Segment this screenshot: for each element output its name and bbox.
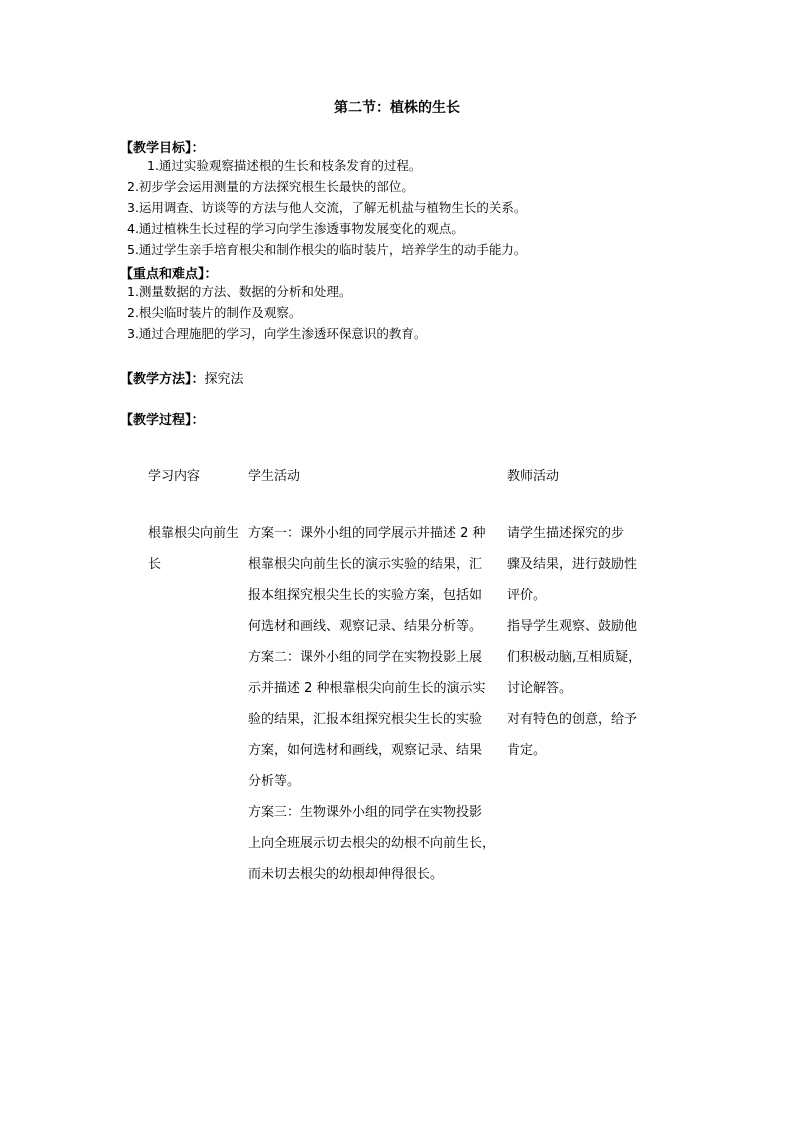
student-line: 方案二：课外小组的同学在实物投影上展 <box>248 650 483 665</box>
student-line: 何选材和画线、观察记录、结果分析等。 <box>248 619 483 634</box>
teacher-line: 们积极动脑,互相质疑， <box>507 650 642 665</box>
goal-item-2: 2.初步学会运用测量的方法探究根生长最快的部位。 <box>127 179 414 194</box>
teacher-line: 请学生描述探究的步 <box>507 526 625 541</box>
goal-item-1: 1.通过实验观察描述根的生长和枝条发育的过程。 <box>147 158 422 173</box>
teacher-line: 肯定。 <box>507 743 547 758</box>
method-heading <box>120 368 244 387</box>
keypoint-item-3: 3.通过合理施肥的学习，向学生渗透环保意识的教育。 <box>127 326 427 341</box>
teacher-line: 评价。 <box>507 588 547 603</box>
method-label: 【教学方法】： <box>120 372 205 387</box>
teacher-line: 骤及结果，进行鼓励性 <box>507 557 638 572</box>
student-line: 分析等。 <box>248 774 301 789</box>
method-value: 探究法 <box>204 372 244 387</box>
col-header-content: 学习内容 <box>148 469 201 484</box>
keypoint-item-2: 2.根尖临时装片的制作及观察。 <box>127 305 302 320</box>
teacher-line: 对有特色的创意，给予 <box>507 712 638 727</box>
student-line: 方案，如何选材和画线，观察记录、结果 <box>248 743 483 758</box>
student-line: 根靠根尖向前生长的演示实验的结果，汇 <box>248 557 483 572</box>
teacher-line: 讨论解答。 <box>507 681 573 696</box>
student-line: 而未切去根尖的幼根却伸得很长。 <box>248 867 444 882</box>
page-title: 第二节：植株的生长 <box>334 100 460 116</box>
col-header-teacher: 教师活动 <box>507 469 560 484</box>
student-line: 报本组探究根尖生长的实验方案，包括如 <box>248 588 483 603</box>
teacher-line: 指导学生观察、鼓励他 <box>507 619 638 634</box>
student-line: 验的结果，汇报本组探究根尖生长的实验 <box>248 712 483 727</box>
student-line: 上向全班展示切去根尖的幼根不向前生长， <box>248 836 496 851</box>
student-line: 方案一：课外小组的同学展示并描述 2 种 <box>248 526 486 541</box>
content-line: 根靠根尖向前生 <box>148 526 240 541</box>
keypoint-item-1: 1.测量数据的方法、数据的分析和处理。 <box>127 284 352 299</box>
goal-item-5: 5.通过学生亲手培育根尖和制作根尖的临时装片，培养学生的动手能力。 <box>127 242 527 257</box>
goal-item-3: 3.运用调查、访谈等的方法与他人交流，了解无机盐与植物生长的关系。 <box>127 200 527 215</box>
student-line: 方案三：生物课外小组的同学在实物投影 <box>248 805 483 820</box>
student-line: 示并描述 2 种根靠根尖向前生长的演示实 <box>248 681 486 696</box>
goal-item-4: 4.通过植株生长过程的学习向学生渗透事物发展变化的观点。 <box>127 221 464 236</box>
process-heading: 【教学过程】： <box>120 413 205 428</box>
content-line: 长 <box>148 557 162 572</box>
goals-heading: 【教学目标】： <box>120 141 205 156</box>
col-header-student: 学生活动 <box>248 469 301 484</box>
keypoints-heading: 【重点和难点】： <box>120 267 218 282</box>
